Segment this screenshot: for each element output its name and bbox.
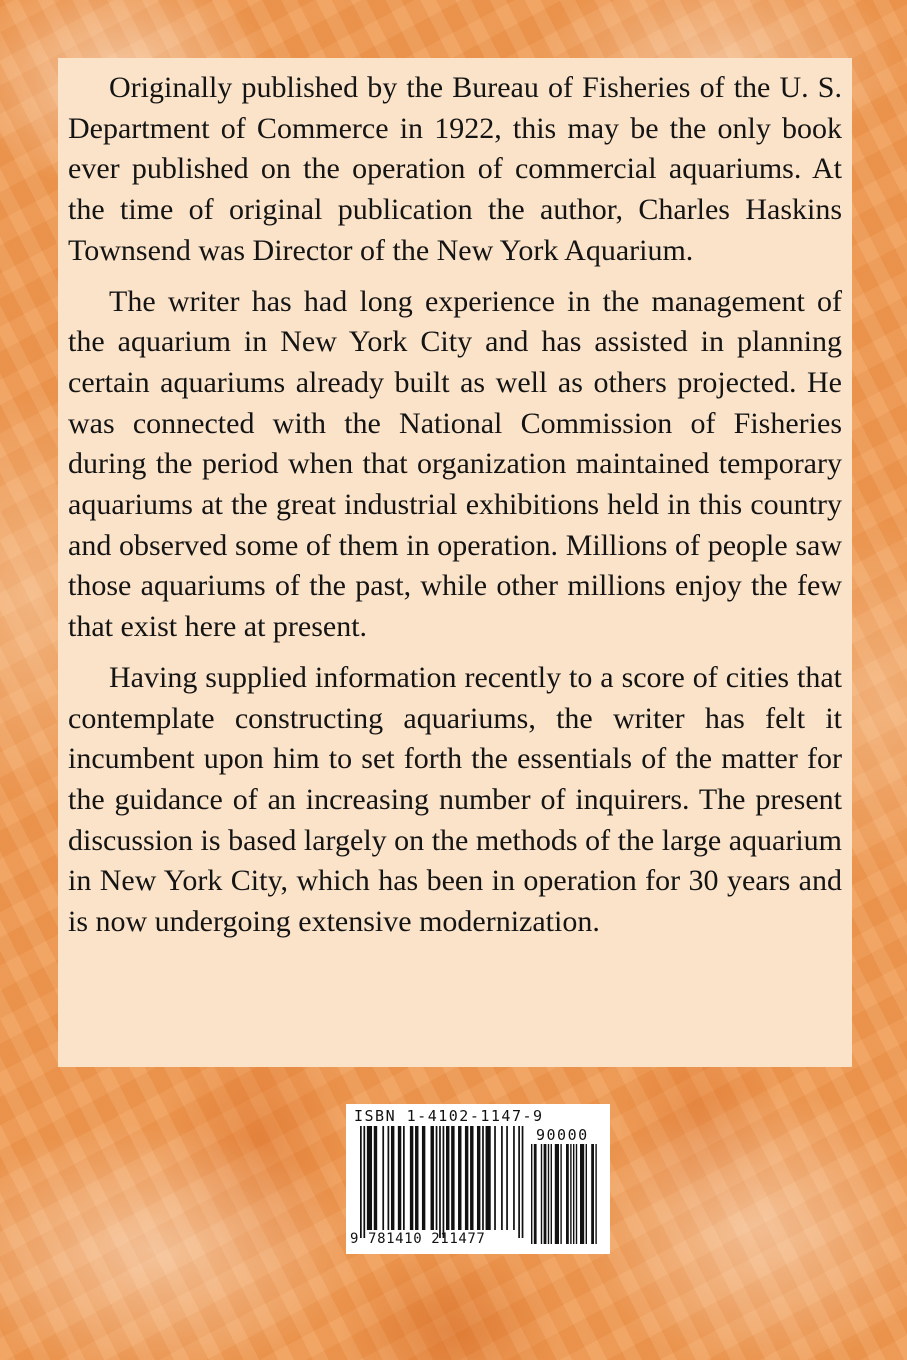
barcode-bar (541, 1144, 542, 1244)
barcode-bar (486, 1126, 491, 1230)
barcode-bar (436, 1126, 438, 1230)
ean-bar-group (360, 1126, 523, 1238)
barcode-bar (451, 1126, 454, 1230)
ean-digits-label: 9 781410 211477 (350, 1231, 486, 1247)
barcode-bar (439, 1126, 441, 1238)
barcode-bar (544, 1144, 547, 1244)
barcode-bar (576, 1144, 577, 1244)
barcode-bar (513, 1126, 515, 1230)
barcode-bar (534, 1144, 537, 1244)
barcode-bar (431, 1126, 434, 1230)
barcode-bar (555, 1144, 559, 1244)
barcode-bar (506, 1126, 508, 1230)
barcode-bar (360, 1126, 362, 1238)
barcode-bar (570, 1144, 571, 1244)
paragraph-purpose: Having supplied information recently to a score of cities that contemplate constructing aquariums, the writer has felt it incumbent upon him to set forth the essentials of the matter for the guidance of an increasing number of inquirers. The present discussion is based largely on the methods of the large aquarium in New York City, which has been in operation for 30 years and is now undergoing extensive modernization. (68, 660, 842, 939)
barcode-bar (422, 1126, 425, 1230)
barcode-bar (566, 1144, 569, 1244)
barcode-bar (551, 1144, 552, 1244)
barcode-bar (443, 1126, 445, 1238)
barcode-bar (477, 1126, 480, 1230)
barcode-bar (465, 1126, 468, 1230)
barcode-bar (573, 1144, 574, 1244)
barcode-bar (391, 1126, 394, 1230)
paragraph-author-experience: The writer has had long experience in the management of the aquarium in New York City and has assisted in planning certain aquariums already built as well as others projected. He was connected with the National Commission of Fisheries during the period when that organization maintained temporary aquariums at the great industrial exhibitions held in this country and observed some of them in operation. Millions of people saw those aquariums of the past, while other millions enjoy the few that exist here at present. (68, 284, 842, 644)
barcode-bar (374, 1126, 377, 1230)
isbn-label: ISBN 1-4102-1147-9 (354, 1107, 544, 1125)
barcode-bar (591, 1144, 594, 1244)
barcode-bar (494, 1126, 496, 1230)
barcode-bar (595, 1144, 596, 1244)
description-panel (58, 58, 852, 1067)
barcode-bar (580, 1144, 584, 1244)
paragraph-publication-history: Originally published by the Bureau of Fisheries of the U. S. Department of Commerce in 1922, this may be the only book ever published on the operation of commercial aquariums. At the time of original publication the author, Charles Haskins Townsend was Director of the New York Aquarium. (68, 71, 842, 267)
barcode-bar (367, 1126, 372, 1230)
barcode-bar (518, 1126, 520, 1238)
barcode-bar (548, 1144, 549, 1244)
barcode-bar (531, 1144, 532, 1244)
barcode-bar (415, 1126, 418, 1230)
barcode-bar (482, 1126, 484, 1230)
barcode-bar (388, 1126, 390, 1230)
barcode-bar (403, 1126, 405, 1230)
barcode-bar (398, 1126, 401, 1230)
barcode-bar (458, 1126, 461, 1230)
addon-bar-group (531, 1144, 597, 1244)
barcode-bar (382, 1126, 384, 1230)
barcode-bar (501, 1126, 503, 1230)
barcode-bar (446, 1126, 449, 1230)
barcode-bar (410, 1126, 413, 1230)
barcode-bar (470, 1126, 473, 1230)
isbn-barcode (346, 1104, 610, 1254)
barcode-bar (560, 1144, 561, 1244)
barcode-bar (586, 1144, 587, 1244)
price-code-label: 90000 (536, 1126, 589, 1144)
barcode-bar (522, 1126, 524, 1238)
barcode-bar (363, 1126, 365, 1238)
